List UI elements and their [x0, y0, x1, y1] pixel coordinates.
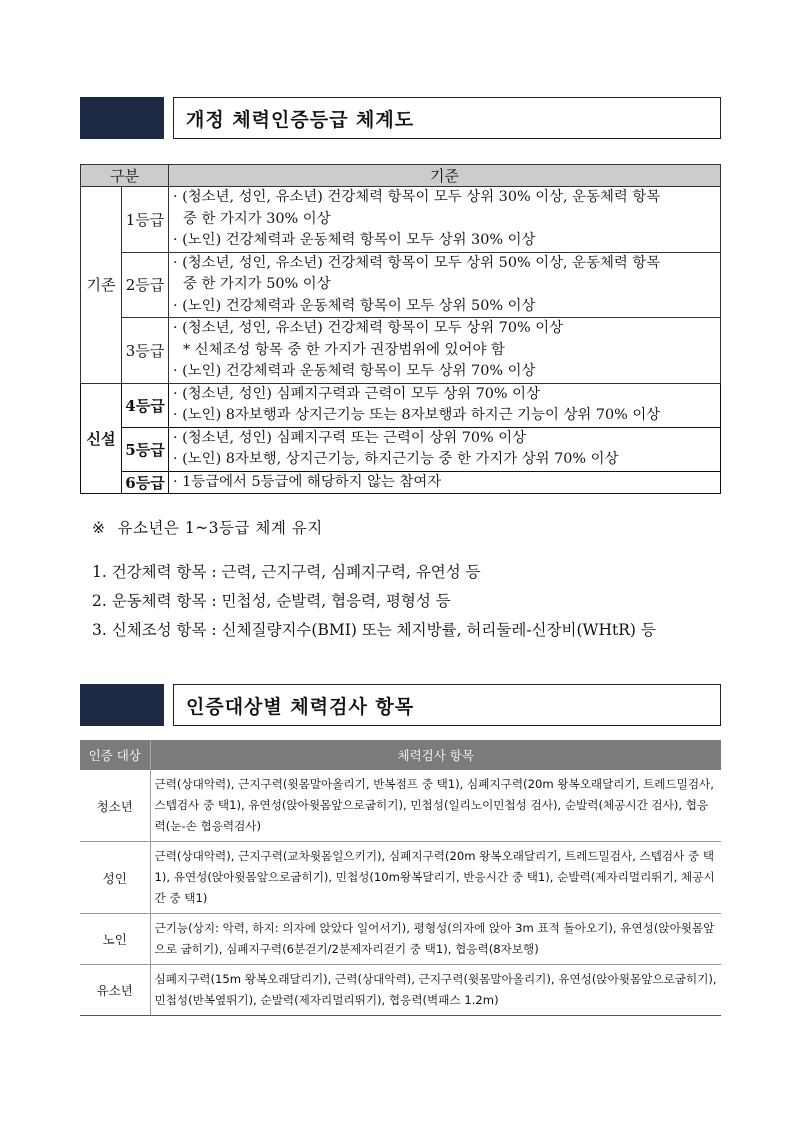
section-title: 개정 체력인증등급 체계도 [173, 97, 721, 139]
criteria-line: · (청소년, 성인) 심폐지구력 또는 근력이 상위 70% 이상 [173, 429, 527, 446]
youth-note [92, 516, 323, 538]
table-row [80, 965, 721, 1016]
criteria-line: 중 한 가지가 30% 이상 [183, 210, 331, 227]
criteria-line: · (노인) 건강체력과 운동체력 항목이 모두 상위 30% 이상 [173, 232, 536, 248]
header-target: 인증 대상 [80, 740, 150, 770]
criteria-cell [169, 383, 721, 427]
target-cell: 노인 [80, 914, 150, 965]
header-items: 체력검사 항목 [150, 740, 721, 770]
criteria-line: · 1등급에서 5등급에 해당하지 않는 참여자 [173, 473, 442, 490]
criteria-line: · (노인) 건강체력과 운동체력 항목이 모두 상위 70% 이상 [173, 363, 536, 379]
criteria-cell [169, 318, 721, 384]
list-item: 1. 건강체력 항목 : 근력, 근지구력, 심폐지구력, 유연성 등 [92, 563, 481, 581]
grade-label: 6등급 [122, 471, 169, 494]
grade-label: 3등급 [122, 318, 169, 384]
note-text: 유소년은 1~3등급 체계 유지 [117, 519, 323, 537]
grade-table [80, 164, 721, 494]
criteria-line: · (청소년, 성인, 유소년) 건강체력 항목이 모두 상위 50% 이상, 운동체력 항목 [173, 254, 661, 271]
items-cell: 근력(상대악력), 근지구력(교차윗몸일으키기), 심폐지구력(20m 왕복오래달리기, 트레드밀검사, 스텝검사 중 택1), 유연성(앉아윗몸앞으로굽히기), 민첩성(10m왕복달리기, 반응시간 중 택1), 순발력(제자리멀리뛰기, 체공시간 중 택1) [150, 842, 721, 914]
reference-mark-icon: ※ [92, 519, 106, 537]
table-row [81, 383, 721, 427]
items-cell: 근력(상대악력), 근지구력(윗몸말아올리기, 반복점프 중 택1), 심폐지구력(20m 왕복오래달리기, 트레드밀검사, 스텝검사 중 택1), 유연성(앉아윗몸앞으로굽히기), 민첩성(일리노이민첩성 검사), 순발력(체공시간 검사), 협응력(눈-손 협응력검사) [150, 770, 721, 842]
target-cell: 청소년 [80, 770, 150, 842]
section-accent-block [80, 684, 164, 726]
criteria-cell [169, 471, 721, 494]
definitions-list [92, 558, 656, 645]
grade-label: 1등급 [122, 187, 169, 253]
section-header-grade-system [80, 97, 721, 139]
criteria-line: · (노인) 8자보행과 상지근기능 또는 8자보행과 하지근 기능이 상위 70% 이상 [173, 407, 661, 423]
criteria-line: · (노인) 건강체력과 운동체력 항목이 모두 상위 50% 이상 [173, 297, 536, 314]
category-new: 신설 [81, 383, 122, 494]
criteria-line: · (청소년, 성인) 심폐지구력과 근력이 모두 상위 70% 이상 [173, 385, 540, 402]
criteria-cell [169, 252, 721, 318]
header-category: 구분 [81, 165, 169, 187]
criteria-line: * 신체조성 항목 중 한 가지가 권장범위에 있어야 함 [183, 341, 505, 358]
grade-label: 5등급 [122, 427, 169, 471]
table-row [81, 471, 721, 494]
table-row [80, 842, 721, 914]
grade-table-header [81, 165, 721, 187]
test-table-header [80, 740, 721, 770]
items-cell: 심폐지구력(15m 왕복오래달리기), 근력(상대악력), 근지구력(윗몸말아올리기), 유연성(앉아윗몸앞으로굽히기), 민첩성(반복옆뛰기), 순발력(제자리멀리뛰기), 협응력(벽패스 1.2m) [150, 965, 721, 1016]
target-cell: 성인 [80, 842, 150, 914]
table-row [80, 914, 721, 965]
section-header-test-items [80, 684, 721, 726]
criteria-line: · (청소년, 성인, 유소년) 건강체력 항목이 모두 상위 30% 이상, 운동체력 항목 [173, 189, 661, 205]
criteria-line: 중 한 가지가 50% 이상 [183, 276, 331, 292]
table-row [81, 252, 721, 318]
criteria-cell [169, 187, 721, 253]
list-item: 2. 운동체력 항목 : 민첩성, 순발력, 협응력, 평형성 등 [92, 592, 451, 610]
table-row [81, 427, 721, 471]
table-row [80, 770, 721, 842]
section-title: 인증대상별 체력검사 항목 [173, 684, 721, 726]
grade-label: 2등급 [122, 252, 169, 318]
test-items-table [80, 740, 721, 1016]
target-cell: 유소년 [80, 965, 150, 1016]
section-accent-block [80, 97, 164, 139]
grade-label: 4등급 [122, 383, 169, 427]
criteria-cell [169, 427, 721, 471]
criteria-line: · (청소년, 성인, 유소년) 건강체력 항목이 모두 상위 70% 이상 [173, 320, 564, 336]
table-row [81, 187, 721, 253]
items-cell: 근기능(상지: 악력, 하지: 의자에 앉았다 일어서기), 평형성(의자에 앉아 3m 표적 돌아오기), 유연성(앉아윗몸앞으로 굽히기), 심폐지구력(6분걷기/2분제자리걷기 중 택1), 협응력(8자보행) [150, 914, 721, 965]
category-existing: 기존 [81, 187, 122, 384]
list-item: 3. 신체조성 항목 : 신체질량지수(BMI) 또는 체지방률, 허리둘레-신장비(WHtR) 등 [92, 621, 656, 639]
criteria-line: · (노인) 8자보행, 상지근기능, 하지근기능 중 한 가지가 상위 70% 이상 [173, 451, 619, 467]
table-row [81, 318, 721, 384]
header-criteria: 기준 [169, 165, 721, 187]
